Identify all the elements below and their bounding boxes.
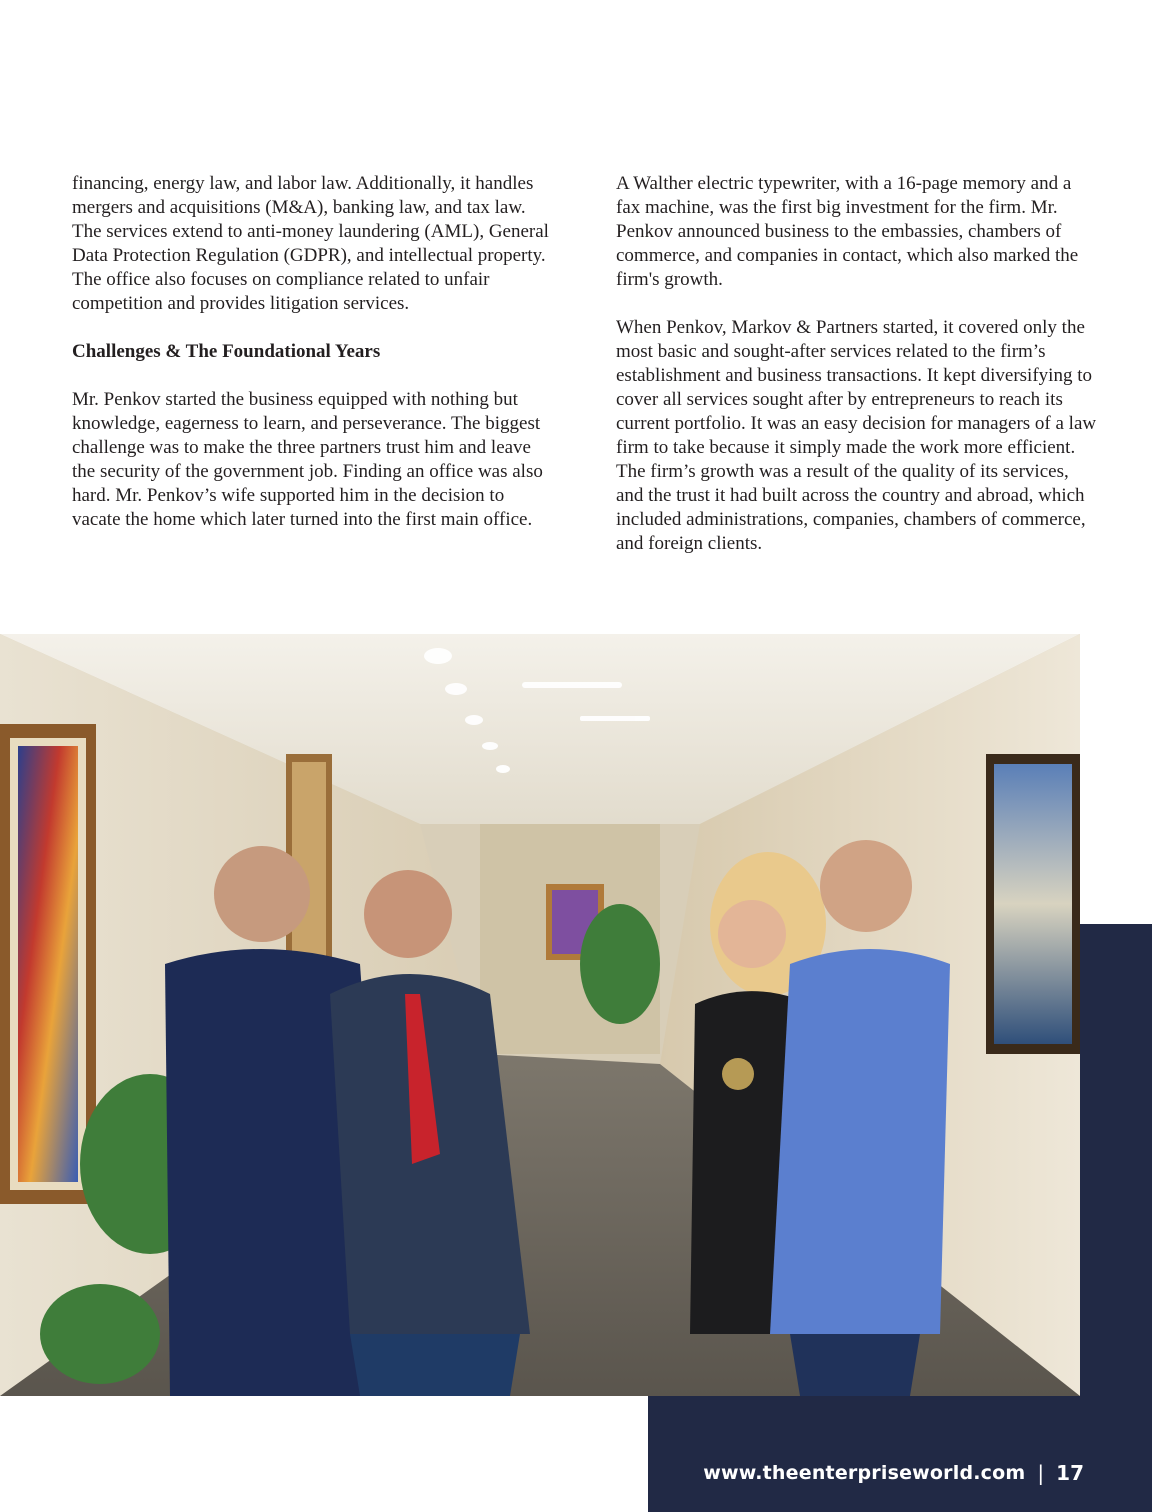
page-number: 17 (1056, 1461, 1084, 1485)
right-text-column (616, 172, 1100, 580)
left-paragraph-1: financing, energy law, and labor law. Additionally, it handles mergers and acquisitions (M&A), banking law, and tax law. The services extend to anti-money laundering (AML), General Data Protection Regulation (GDPR), and intellectual property. The office also focuses on compliance related to unfair competition and provides litigation services. (72, 173, 549, 314)
navy-footer-band (648, 1396, 1152, 1512)
footer-separator: | (1037, 1461, 1045, 1485)
right-paragraph-1: A Walther electric typewriter, with a 16-page memory and a fax machine, was the first big investment for the firm. Mr. Penkov announced business to the embassies, chambers of commerce, and companies in contact, which also marked the firm's growth. (616, 173, 1079, 290)
right-paragraph-2: When Penkov, Markov & Partners started, it covered only the most basic and sought-after services related to the firm’s establishment and business transactions. It kept diversifying to cover all services sought after by entrepreneurs to reach its current portfolio. It was an easy decision for managers of a law firm to take because it simply made the work more efficient. The firm’s growth was a result of the quality of its services, and the trust it had built across the country and abroad, which included administrations, companies, chambers of commerce, and foreign clients. (616, 317, 1097, 554)
page-footer (703, 1458, 1084, 1488)
office-hallway-photo (0, 634, 1080, 1396)
left-text-column (72, 172, 556, 556)
website-link[interactable]: www.theenterpriseworld.com (703, 1462, 1026, 1484)
section-subheading: Challenges & The Foundational Years (72, 341, 381, 362)
left-paragraph-2: Mr. Penkov started the business equipped with nothing but knowledge, eagerness to learn, and perseverance. The biggest challenge was to make the three partners trust him and leave the security of the government job. Finding an office was also hard. Mr. Penkov’s wife supported him in the decision to vacate the home which later turned into the first main office. (72, 389, 543, 530)
